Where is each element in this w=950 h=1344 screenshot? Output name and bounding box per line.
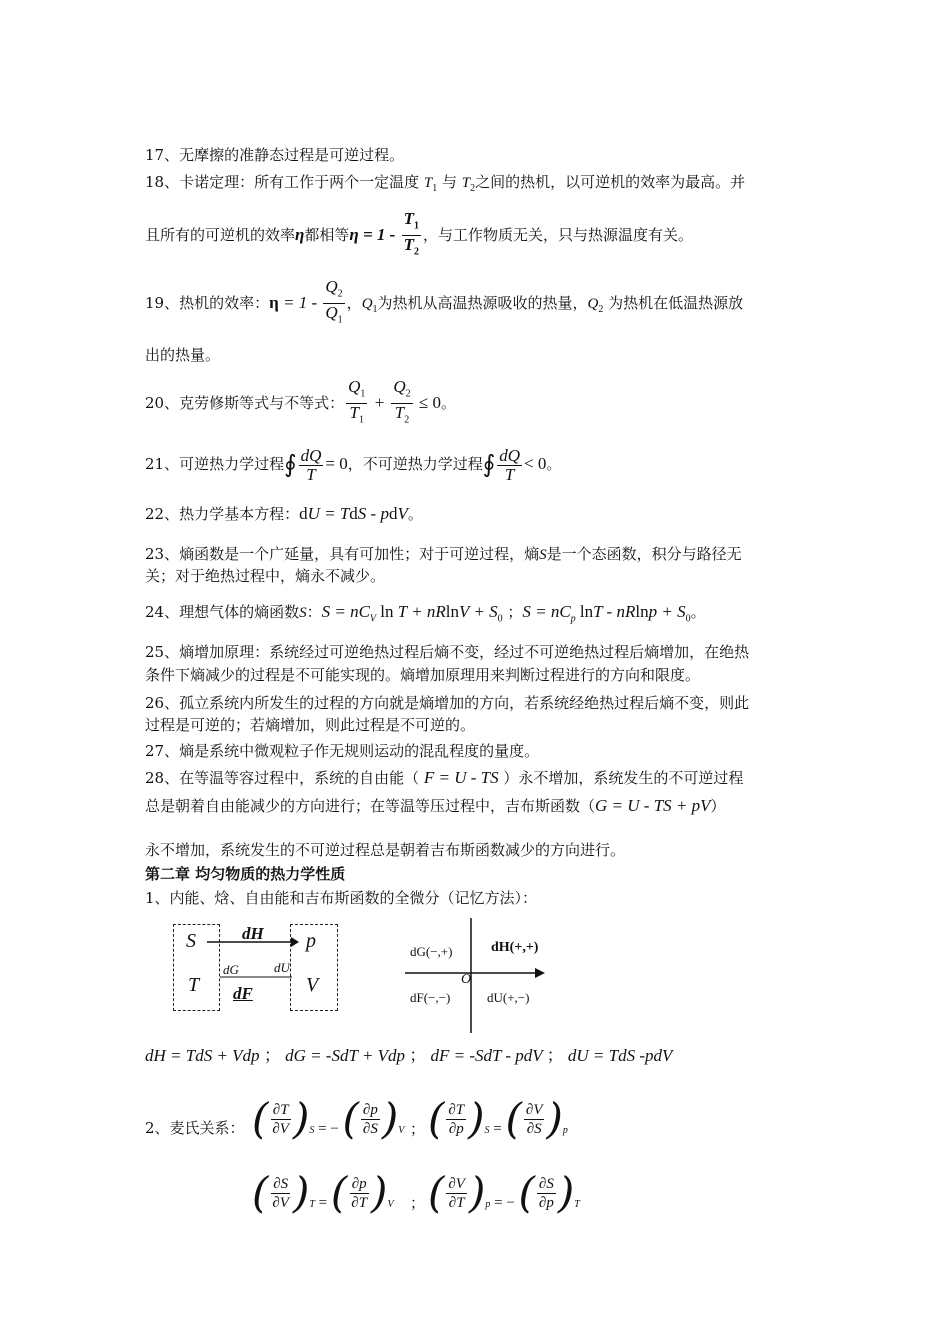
item-20: 20、克劳修斯等式与不等式： $\frac{Q_1}{T_1}$ + $\frac{Q_2}{T_2}$ ≤ 0。 — [145, 377, 456, 426]
reversible-integral: ∮ $\frac{dQ}{T}$ = 0 — [284, 445, 348, 484]
t1-symbol: $T_1$ — [423, 175, 438, 194]
quadrant-axes — [405, 918, 550, 1033]
dG-dU-line — [220, 974, 292, 980]
label-S: S — [186, 930, 196, 952]
label-p: p — [306, 930, 316, 952]
label-dG: dG — [223, 962, 239, 977]
maxwell-relation-2: ( $\frac{\partial T}{\partial p}$ ) S = ( $\frac{\partial V}{\partial S}$ ) p — [428, 1094, 568, 1143]
item-22: 22、热力学基本方程：dU = TdS - pdV。 — [145, 504, 423, 523]
label-dH: dH — [242, 924, 264, 943]
item-25-line1: 25、熵增加原理：系统经过可逆绝热过程后熵不变，经过不可逆绝热过程后熵增加，在绝热 — [145, 643, 750, 661]
irreversible-integral: ∮ $\frac{dQ}{T}$ < 0 — [482, 445, 547, 484]
quadrant-dU: dU(+,−) — [487, 990, 530, 1005]
t2-symbol: $T_2$ — [461, 175, 476, 194]
quadrant-dG: dG(−,+) — [410, 944, 453, 959]
carnot-efficiency-formula: η = 1 - $\frac{T_1}{T_2}$ — [349, 209, 419, 258]
item-28-line1: 28、在等温等容过程中，系统的自由能（ F = U - TS ）永不增加，系统发生的不可逆过程 — [145, 768, 744, 787]
chapter-item-1: 1、内能、焓、自由能和吉布斯函数的全微分（记忆方法）： — [145, 889, 538, 907]
clausius-inequality: $\frac{Q_1}{T_1}$ + $\frac{Q_2}{T_2}$ ≤ 0 — [348, 377, 441, 426]
item-28-line2: 总是朝着自由能减少的方向进行；在等温等压过程中，吉布斯函数（G = U - TS + pV） — [145, 796, 726, 815]
item-19: 19、热机的效率：η = 1 - $\frac{Q_2}{Q_1}$ ，$Q_1$为热机从高温热源吸收的热量，$Q_2$ 为热机在低温热源放 — [145, 277, 744, 326]
item-23-line1: 23、熵函数是一个广延量，具有可加性；对于可逆过程，熵S是一个态函数，积分与路径无 — [145, 545, 742, 563]
item-26-line1: 26、孤立系统内所发生的过程的方向就是熵增加的方向，若系统经绝热过程后熵不变，则此 — [145, 694, 750, 712]
item-25-line2: 条件下熵减少的过程是不可能实现的。熵增加原理用来判断过程进行的方向和限度。 — [145, 666, 701, 684]
eq-dG: dG = -SdT + Vdp — [285, 1046, 405, 1065]
item-17: 17、无摩擦的准静态过程是可逆过程。 — [145, 146, 405, 164]
origin-label: O — [461, 972, 472, 987]
fundamental-equation: dU = TdS - pdV — [299, 504, 408, 523]
dH-arrow — [205, 935, 300, 949]
maxwell-relation-3: ( $\frac{\partial S}{\partial V}$ ) T = ( $\frac{\partial p}{\partial T}$ ) V — [252, 1168, 394, 1217]
maxwell-sep-1: ； — [410, 1120, 426, 1138]
label-T: T — [188, 974, 200, 996]
eq-dF: dF = -SdT - pdV — [430, 1046, 543, 1065]
quadrant-dF: dF(−,−) — [410, 990, 451, 1005]
item-23-line2: 关；对于绝热过程中，熵永不减少。 — [145, 567, 386, 585]
entropy-formula-v: $S = nC_V$ $\ln T + nRlnV + S_0$ — [321, 602, 503, 625]
label-V: V — [306, 974, 319, 996]
heat-engine-efficiency-formula: η = 1 - $\frac{Q_2}{Q_1}$ — [269, 277, 343, 326]
item-19-cont: 出的热量。 — [145, 346, 221, 364]
quadrant-dH: dH(+,+) — [491, 940, 539, 955]
maxwell-sep-2: ； — [410, 1194, 426, 1212]
label-dF: dF — [233, 984, 253, 1003]
item-18-line1: 18、卡诺定理：所有工作于两个一定温度 $T_1$ 与 $T_2$之间的热机，以可逆机的效率为最高。并 — [145, 173, 746, 194]
item-27: 27、熵是系统中微观粒子作无规则运动的混乱程度的量度。 — [145, 742, 540, 760]
item-21: 21、可逆热力学过程∮ $\frac{dQ}{T}$ = 0，不可逆热力学过程∮ $\frac{dQ}{T}$ < 0。 — [145, 445, 562, 484]
item-18-line2: 且所有的可逆机的效率η都相等η = 1 - $\frac{T_1}{T_2}$ ，与工作物质无关，只与热源温度有关。 — [145, 209, 693, 258]
item-28-line3: 永不增加，系统发生的不可逆过程总是朝着吉布斯函数减少的方向进行。 — [145, 841, 626, 859]
item-26-line2: 过程是可逆的；若熵增加，则此过程是不可逆的。 — [145, 716, 476, 734]
label-dU: dU — [274, 960, 290, 975]
chapter-title: 第二章 均匀物质的热力学性质 — [145, 865, 346, 883]
differential-equations: dH = TdS + Vdp ； dG = -SdT + Vdp ； dF = -SdT - pdV ； dU = TdS -pdV — [145, 1046, 673, 1065]
eq-dH: dH = TdS + Vdp — [145, 1046, 260, 1065]
maxwell-relation-4: ( $\frac{\partial V}{\partial T}$ ) p = − ( $\frac{\partial S}{\partial p}$ ) T — [428, 1168, 580, 1217]
maxwell-label: 2、麦氏关系： — [145, 1119, 245, 1137]
eq-dU: dU = TdS -pdV — [567, 1046, 673, 1065]
maxwell-relation-1: ( $\frac{\partial T}{\partial V}$ ) S = − ( $\frac{\partial p}{\partial S}$ ) V — [252, 1094, 405, 1143]
item-24: 24、理想气体的熵函数S：$S = nC_V$ $\ln T + nRlnV + S_0$ ；$S = nC_p$ $\ln T - nRlnp + S_0$。 — [145, 602, 706, 625]
entropy-formula-p: $S = nC_p$ $\ln T - nRlnp + S_0$ — [522, 602, 691, 625]
